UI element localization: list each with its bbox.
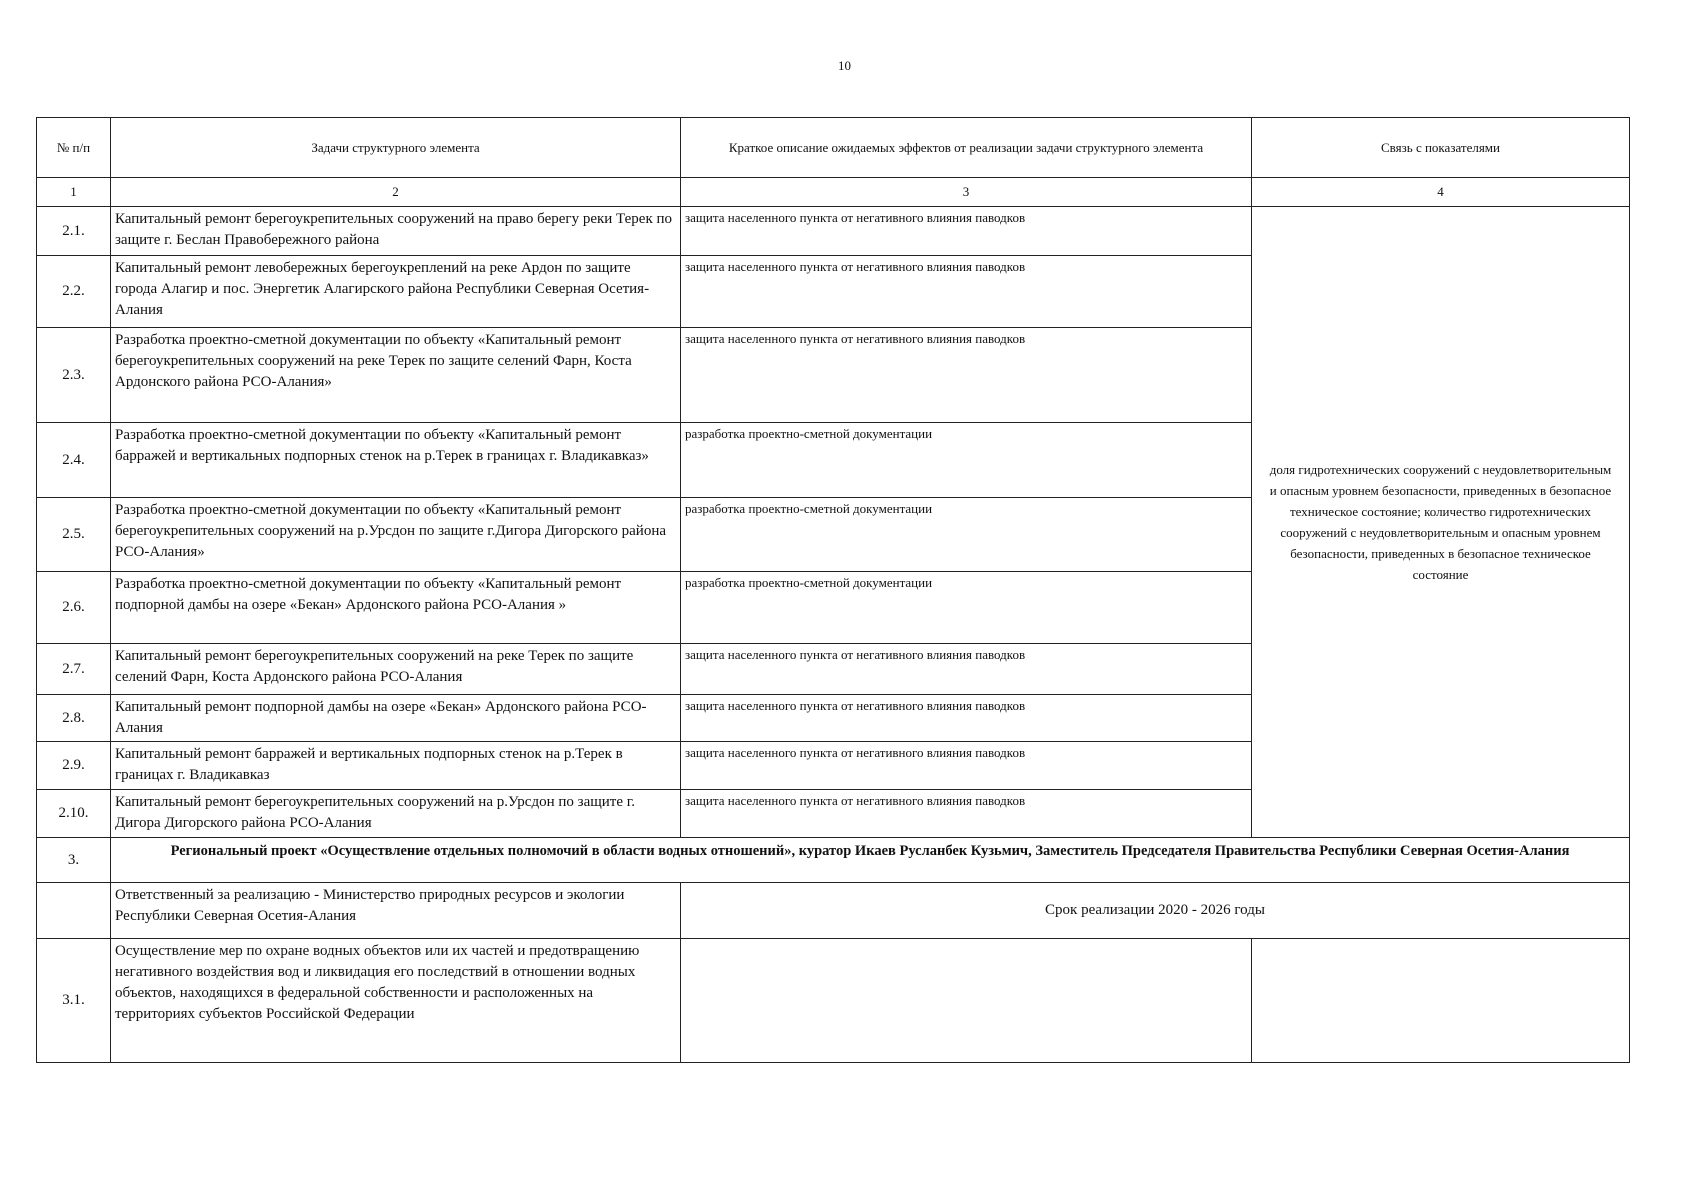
row-task: Капитальный ремонт левобережных берегоукреплений на реке Ардон по защите города Алагир и пос. Энергетик Алагирского района Республики Северная Осетия-Алания bbox=[111, 256, 681, 328]
section-3-number: 3. bbox=[37, 838, 111, 883]
column-numbers-row bbox=[37, 178, 1630, 207]
implementation-term: Срок реализации 2020 - 2026 годы bbox=[681, 883, 1630, 939]
row-link bbox=[1252, 939, 1630, 1063]
regional-project-title: Региональный проект «Осуществление отдельных полномочий в области водных отношений», куратор Икаев Русланбек Кузьмич, Заместитель Председателя Правительства Республики Северная Осетия-Алания bbox=[111, 838, 1630, 883]
responsible-empty-cell bbox=[37, 883, 111, 939]
row-number: 3.1. bbox=[37, 939, 111, 1063]
row-number: 2.2. bbox=[37, 256, 111, 328]
page-number: 10 bbox=[838, 58, 851, 73]
table-row bbox=[37, 207, 1630, 256]
row-number: 2.1. bbox=[37, 207, 111, 256]
row-number: 2.9. bbox=[37, 742, 111, 790]
row-effect: защита населенного пункта от негативного влияния паводков bbox=[681, 256, 1252, 328]
row-effect: разработка проектно-сметной документации bbox=[681, 572, 1252, 644]
row-effect: защита населенного пункта от негативного влияния паводков bbox=[681, 742, 1252, 790]
row-task: Капитальный ремонт берегоукрепительных сооружений на реке Терек по защите селений Фарн, Коста Ардонского района РСО-Алания bbox=[111, 644, 681, 695]
row-number: 2.6. bbox=[37, 572, 111, 644]
table-row bbox=[37, 939, 1630, 1063]
column-number-1: 1 bbox=[37, 178, 111, 207]
header-num: № п/п bbox=[37, 118, 111, 178]
row-effect: защита населенного пункта от негативного влияния паводков bbox=[681, 328, 1252, 423]
section-3-row bbox=[37, 838, 1630, 883]
shared-indicator-link: доля гидротехнических сооружений с неудовлетворительным и опасным уровнем безопасности, приведенных в безопасное техническое состояние; количество гидротехнических сооружений с неудовлетворительным и опасным уровнем безопасности, приведенных в безопасное техническое состояние bbox=[1252, 207, 1630, 838]
row-number: 2.5. bbox=[37, 498, 111, 572]
row-number: 2.4. bbox=[37, 423, 111, 498]
row-task: Капитальный ремонт берегоукрепительных сооружений на р.Урсдон по защите г. Дигора Дигорского района РСО-Алания bbox=[111, 790, 681, 838]
row-task: Капитальный ремонт берегоукрепительных сооружений на право берегу реки Терек по защите г. Беслан Правобережного района bbox=[111, 207, 681, 256]
column-number-3: 3 bbox=[681, 178, 1252, 207]
row-effect: разработка проектно-сметной документации bbox=[681, 423, 1252, 498]
table-header-row bbox=[37, 118, 1630, 178]
row-number: 2.7. bbox=[37, 644, 111, 695]
row-task: Осуществление мер по охране водных объектов или их частей и предотвращению негативного воздействия вод и ликвидация его последствий в отношении водных объектов, находящихся в федеральной собственности и расположенных на территориях субъектов Российской Федерации bbox=[111, 939, 681, 1063]
row-task: Разработка проектно-сметной документации по объекту «Капитальный ремонт подпорной дамбы на озере «Бекан» Ардонского района РСО-Алания » bbox=[111, 572, 681, 644]
structural-element-tasks-table bbox=[36, 117, 1630, 1063]
column-number-2: 2 bbox=[111, 178, 681, 207]
row-number: 2.10. bbox=[37, 790, 111, 838]
row-effect: защита населенного пункта от негативного влияния паводков bbox=[681, 207, 1252, 256]
row-task: Разработка проектно-сметной документации по объекту «Капитальный ремонт берегоукрепительных сооружений на реке Терек по защите селений Фарн, Коста Ардонского района РСО-Алания» bbox=[111, 328, 681, 423]
row-task: Разработка проектно-сметной документации по объекту «Капитальный ремонт барражей и вертикальных подпорных стенок на р.Терек в границах г. Владикавказ» bbox=[111, 423, 681, 498]
row-effect: защита населенного пункта от негативного влияния паводков bbox=[681, 644, 1252, 695]
row-task: Капитальный ремонт подпорной дамбы на озере «Бекан» Ардонского района РСО-Алания bbox=[111, 695, 681, 742]
row-number: 2.3. bbox=[37, 328, 111, 423]
responsible-text: Ответственный за реализацию - Министерство природных ресурсов и экологии Республики Северная Осетия-Алания bbox=[111, 883, 681, 939]
row-task: Разработка проектно-сметной документации по объекту «Капитальный ремонт берегоукрепительных сооружений на р.Урсдон по защите г.Дигора Дигорского района РСО-Алания» bbox=[111, 498, 681, 572]
column-number-4: 4 bbox=[1252, 178, 1630, 207]
row-effect: защита населенного пункта от негативного влияния паводков bbox=[681, 790, 1252, 838]
header-link: Связь с показателями bbox=[1252, 118, 1630, 178]
header-tasks: Задачи структурного элемента bbox=[111, 118, 681, 178]
row-effect: защита населенного пункта от негативного влияния паводков bbox=[681, 695, 1252, 742]
header-effects: Краткое описание ожидаемых эффектов от реализации задачи структурного элемента bbox=[681, 118, 1252, 178]
responsible-row bbox=[37, 883, 1630, 939]
row-number: 2.8. bbox=[37, 695, 111, 742]
row-task: Капитальный ремонт барражей и вертикальных подпорных стенок на р.Терек в границах г. Владикавказ bbox=[111, 742, 681, 790]
row-effect: разработка проектно-сметной документации bbox=[681, 498, 1252, 572]
row-effect bbox=[681, 939, 1252, 1063]
